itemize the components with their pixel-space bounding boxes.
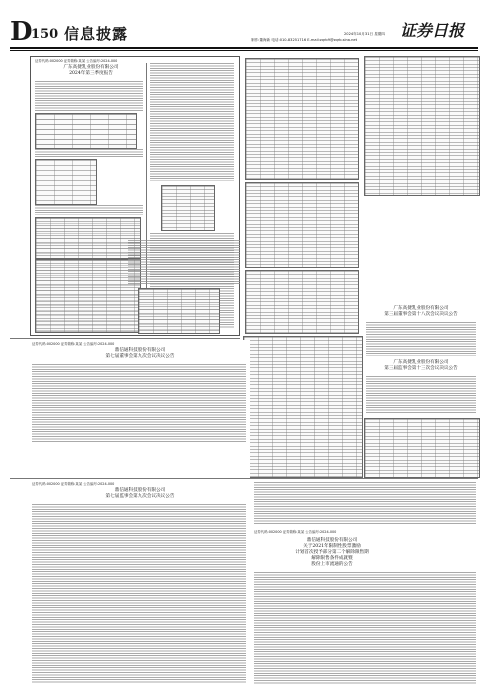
report-table [35,113,137,149]
code-line: 证券代码:002000 证券简称:某某 公告编号:2024-000 [32,342,115,346]
code-line: 证券代码:002000 证券简称:某某 公告编号:2024-000 [32,482,115,486]
board-resolution-box [364,300,478,416]
cashflow-table [245,270,359,334]
report-table [35,159,97,205]
dingxin-incentive-company: 鼎信通科技股份有限公司 [306,538,358,543]
section-title: 信息披露 [64,25,129,43]
supervisory-resolution-text [366,376,476,414]
dingxin-board-text [32,364,246,442]
page-number: 150 [31,27,59,42]
dingxin-supervisory-box [30,480,250,690]
code-line: 证券代码:002000 证券简称:某某 公告编号:2024-000 [35,59,118,63]
masthead [0,0,484,48]
dingxin-incentive-title-3: 解除限售条件成就暨 [311,556,353,561]
editor-line: 制作:董海新 电话:010-83251716 E-mail:zqrb9@zqrb.sina.net [251,38,358,42]
dingxin-incentive-title-2: 计划首次授予部分第二个解除限售期 [295,550,369,555]
lower-table [243,336,363,478]
financial-table-right [364,56,480,196]
masthead-rule-thick [10,47,478,49]
lower-table-right [364,418,480,478]
dingxin-incentive-title-4: 股份上市流通的公告 [311,562,353,567]
dingxin-supervisory-text [32,504,246,684]
report-text [128,240,240,284]
dingxin-board-title: 第七届董事会第九次会议决议公告 [105,354,175,359]
board-resolution-company: 广东高捷乳业股份有限公司 [393,306,449,311]
dingxin-incentive-text [254,482,476,524]
code-line: 证券代码:002000 证券简称:某某 公告编号:2024-000 [254,530,337,534]
newspaper-logo: 证券日报 [400,21,465,40]
balance-sheet-table [245,58,359,180]
board-resolution-text [366,322,476,356]
financial-tables-box [243,56,361,334]
dingxin-incentive-text [254,572,476,684]
supervisory-resolution-company: 广东高捷乳业股份有限公司 [393,360,449,365]
dingxin-supervisory-title: 第七届监事会第九次会议决议公告 [105,494,175,499]
dingxin-board-box [30,340,250,500]
quarterly-report-company: 广东高捷乳业股份有限公司 [63,65,119,70]
income-statement-table [245,182,359,268]
section-separator [10,478,478,479]
dingxin-incentive-box [252,480,478,690]
supervisory-resolution-title: 第三届监事会第十三次会议决议公告 [384,366,458,371]
dingxin-board-company: 鼎信通科技股份有限公司 [114,348,166,353]
dingxin-incentive-title-1: 关于2021年限制性股票激励 [303,544,361,549]
page-letter: D [10,17,32,47]
dingxin-supervisory-company: 鼎信通科技股份有限公司 [114,488,166,493]
report-table [138,288,220,334]
quarterly-report-title: 2024年第三季度报告 [69,71,113,76]
masthead-rule-thin [10,50,478,51]
board-resolution-title: 第三届董事会第十八次会议决议公告 [384,312,458,317]
report-continued-box [126,56,244,334]
date-line: 2024年10月31日 星期四 [344,32,385,36]
section-separator [10,338,240,339]
